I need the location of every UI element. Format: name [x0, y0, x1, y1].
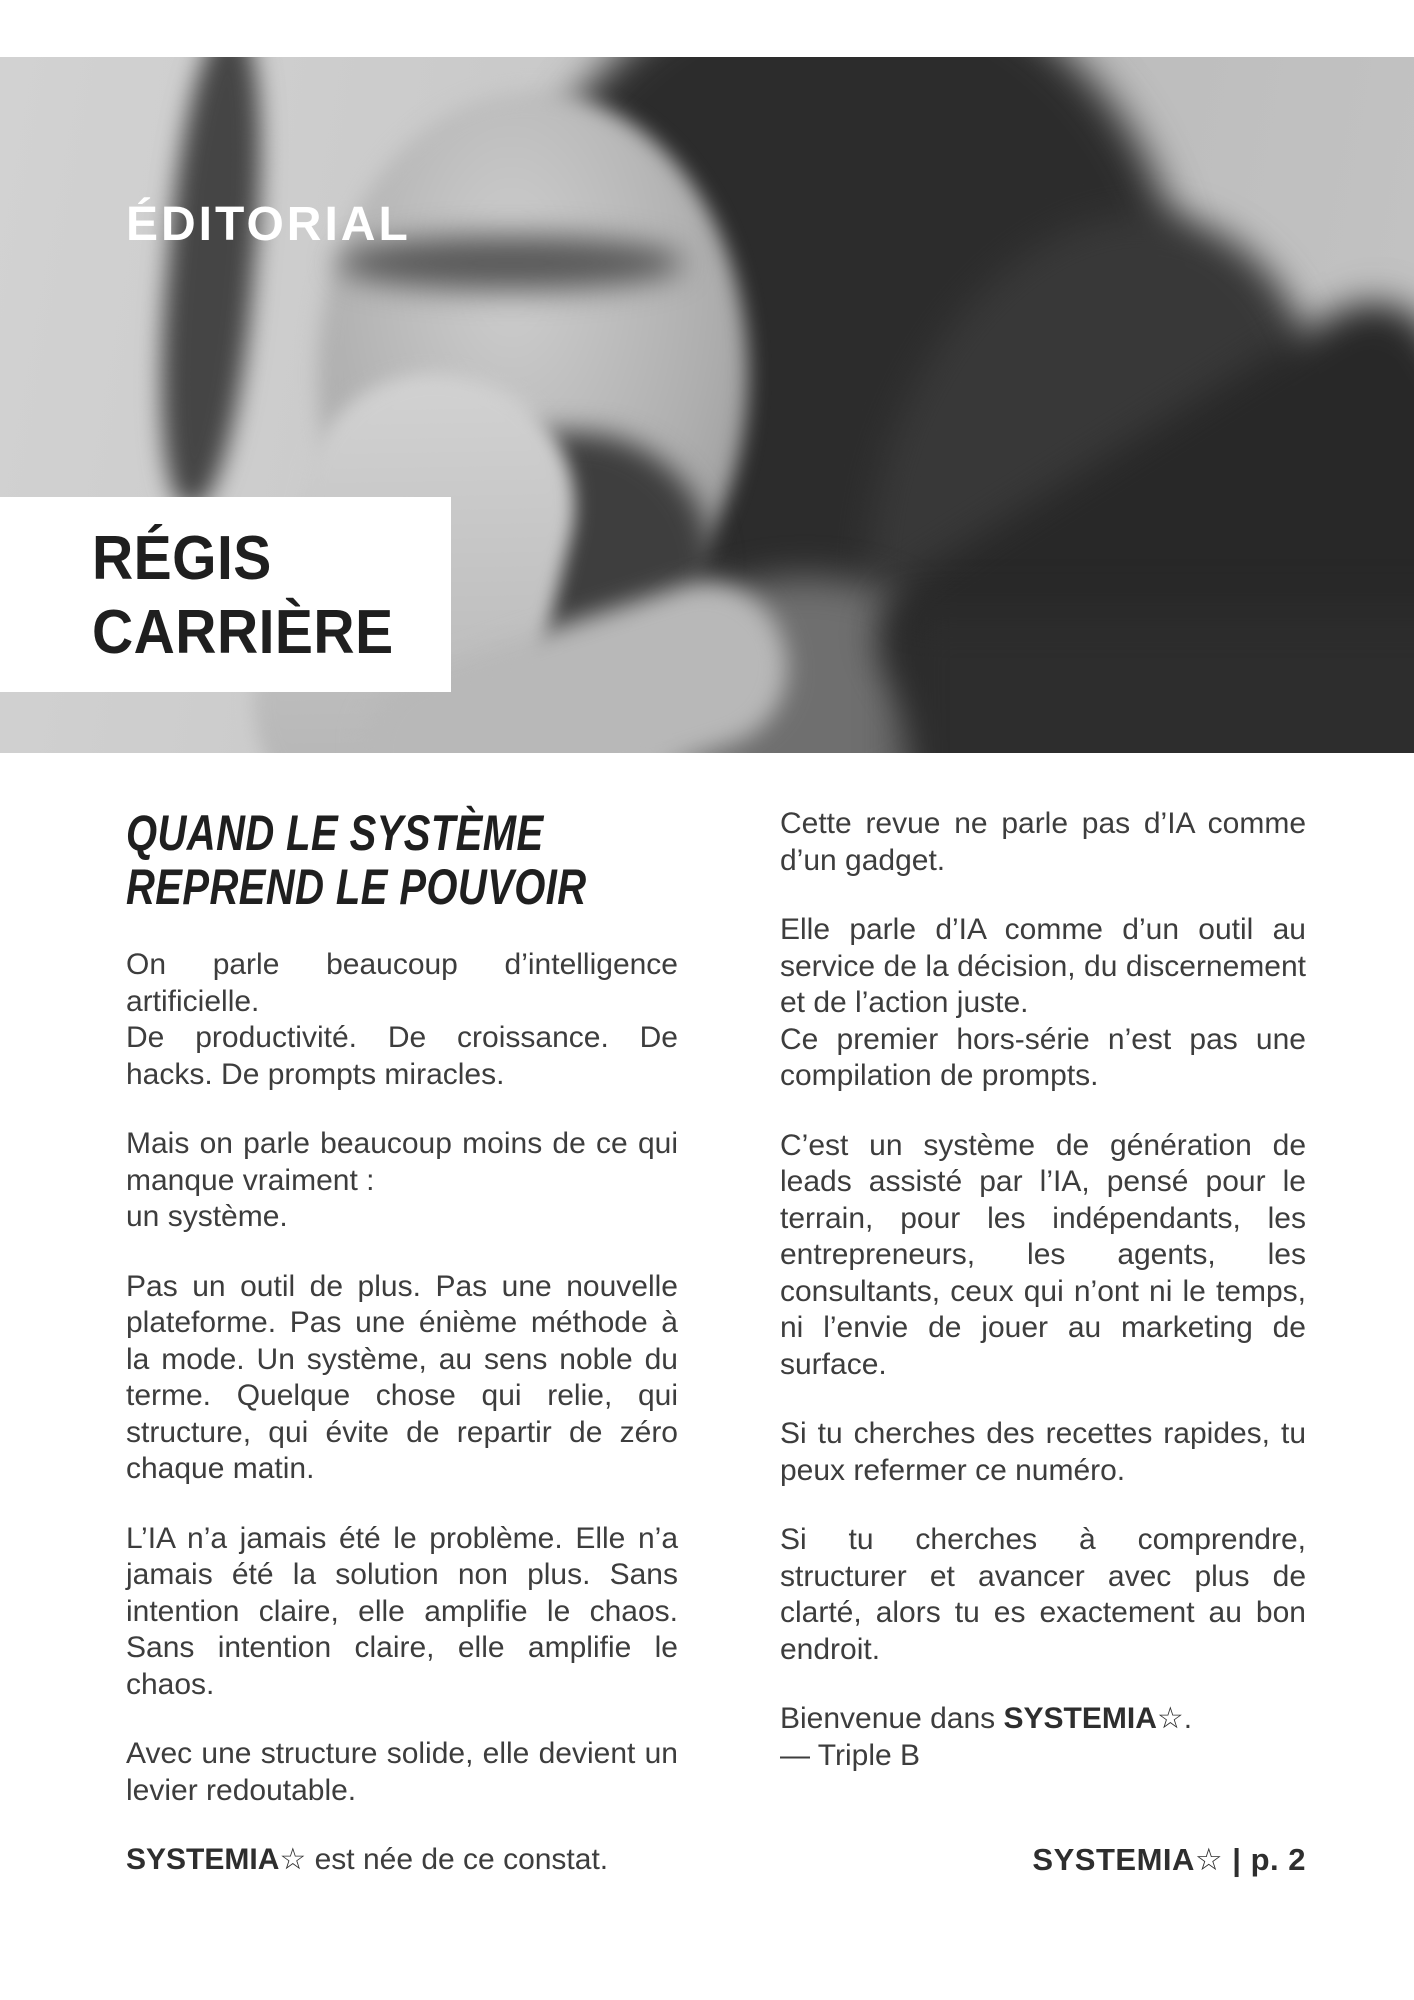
brand-name: SYSTEMIA	[1032, 1842, 1195, 1877]
welcome-prefix: Bienvenue dans	[780, 1702, 1004, 1735]
brand-name: SYSTEMIA	[126, 1843, 280, 1876]
paragraph: C’est un système de génération de leads assisté par l’IA, pensé pour le terrain, pour les indépendants, les entrepreneurs, les agents, les consultants, ceux qui n’ont ni le temps, ni l’envie de jouer au marketing de surface.	[780, 1128, 1306, 1381]
paragraph: Avec une structure solide, elle devient un levier redoutable.	[126, 1737, 678, 1807]
welcome-suffix: .	[1183, 1702, 1193, 1735]
author-name	[0, 497, 415, 670]
paragraph: Cette revue ne parle pas d’IA comme d’un gadget.	[780, 807, 1306, 877]
star-icon: ☆	[1194, 1842, 1224, 1877]
paragraph: Elle parle d’IA comme d’un outil au service de la décision, du discernement et de l’action juste.	[780, 913, 1306, 1019]
author-name-line1: RÉGIS	[92, 524, 272, 593]
article-body	[126, 806, 1306, 1912]
star-icon: ☆	[1156, 1702, 1184, 1735]
headline-line2: REPREND LE POUVOIR	[126, 859, 587, 915]
photo-sweater-corner-shape	[904, 612, 1414, 753]
paragraph: Si tu cherches des recettes rapides, tu peux refermer ce numéro.	[780, 1417, 1306, 1487]
author-name-line2: CARRIÈRE	[92, 598, 394, 667]
brand-name: SYSTEMIA	[1003, 1702, 1157, 1735]
welcome-line	[780, 1701, 1306, 1738]
page-number-text: | p. 2	[1223, 1842, 1306, 1877]
article-column-right	[780, 806, 1306, 1912]
closing-text: est née de ce constat.	[306, 1843, 609, 1876]
paragraph: Pas un outil de plus. Pas une nouvelle plateforme. Pas une énième méthode à la mode. Un système, au sens noble du terme. Quelque chose qui relie, qui structure, qui évite de repartir de zéro chaque matin.	[126, 1269, 678, 1485]
paragraph: un système.	[126, 1200, 288, 1233]
signature-line: — Triple B	[780, 1738, 921, 1772]
article-column-left	[126, 806, 678, 1912]
page-number-marker	[780, 1842, 1306, 1879]
paragraph: L’IA n’a jamais été le problème. Elle n’a jamais été la solution non plus. Sans intention claire, elle amplifie le chaos. Sans intention claire, elle amplifie le chaos.	[126, 1521, 678, 1701]
paragraph: On parle beaucoup d’intelligence artificielle.	[126, 948, 678, 1018]
section-kicker: ÉDITORIAL	[126, 198, 411, 251]
headline-line1: QUAND LE SYSTÈME	[126, 805, 544, 861]
star-icon: ☆	[279, 1843, 307, 1876]
paragraph: Ce premier hors-série n’est pas une compilation de prompts.	[780, 1022, 1306, 1092]
photo-hair-strand-shape	[147, 57, 275, 510]
author-name-box	[0, 497, 451, 692]
article-headline	[126, 805, 587, 915]
paragraph: Mais on parle beaucoup moins de ce qui manque vraiment :	[126, 1127, 678, 1197]
paragraph: Si tu cherches à comprendre, structurer et avancer avec plus de clarté, alors tu es exactement au bon endroit.	[780, 1523, 1306, 1666]
brand-closing-line	[126, 1842, 678, 1879]
paragraph: De productivité. De croissance. De hacks. De prompts miracles.	[126, 1021, 678, 1091]
